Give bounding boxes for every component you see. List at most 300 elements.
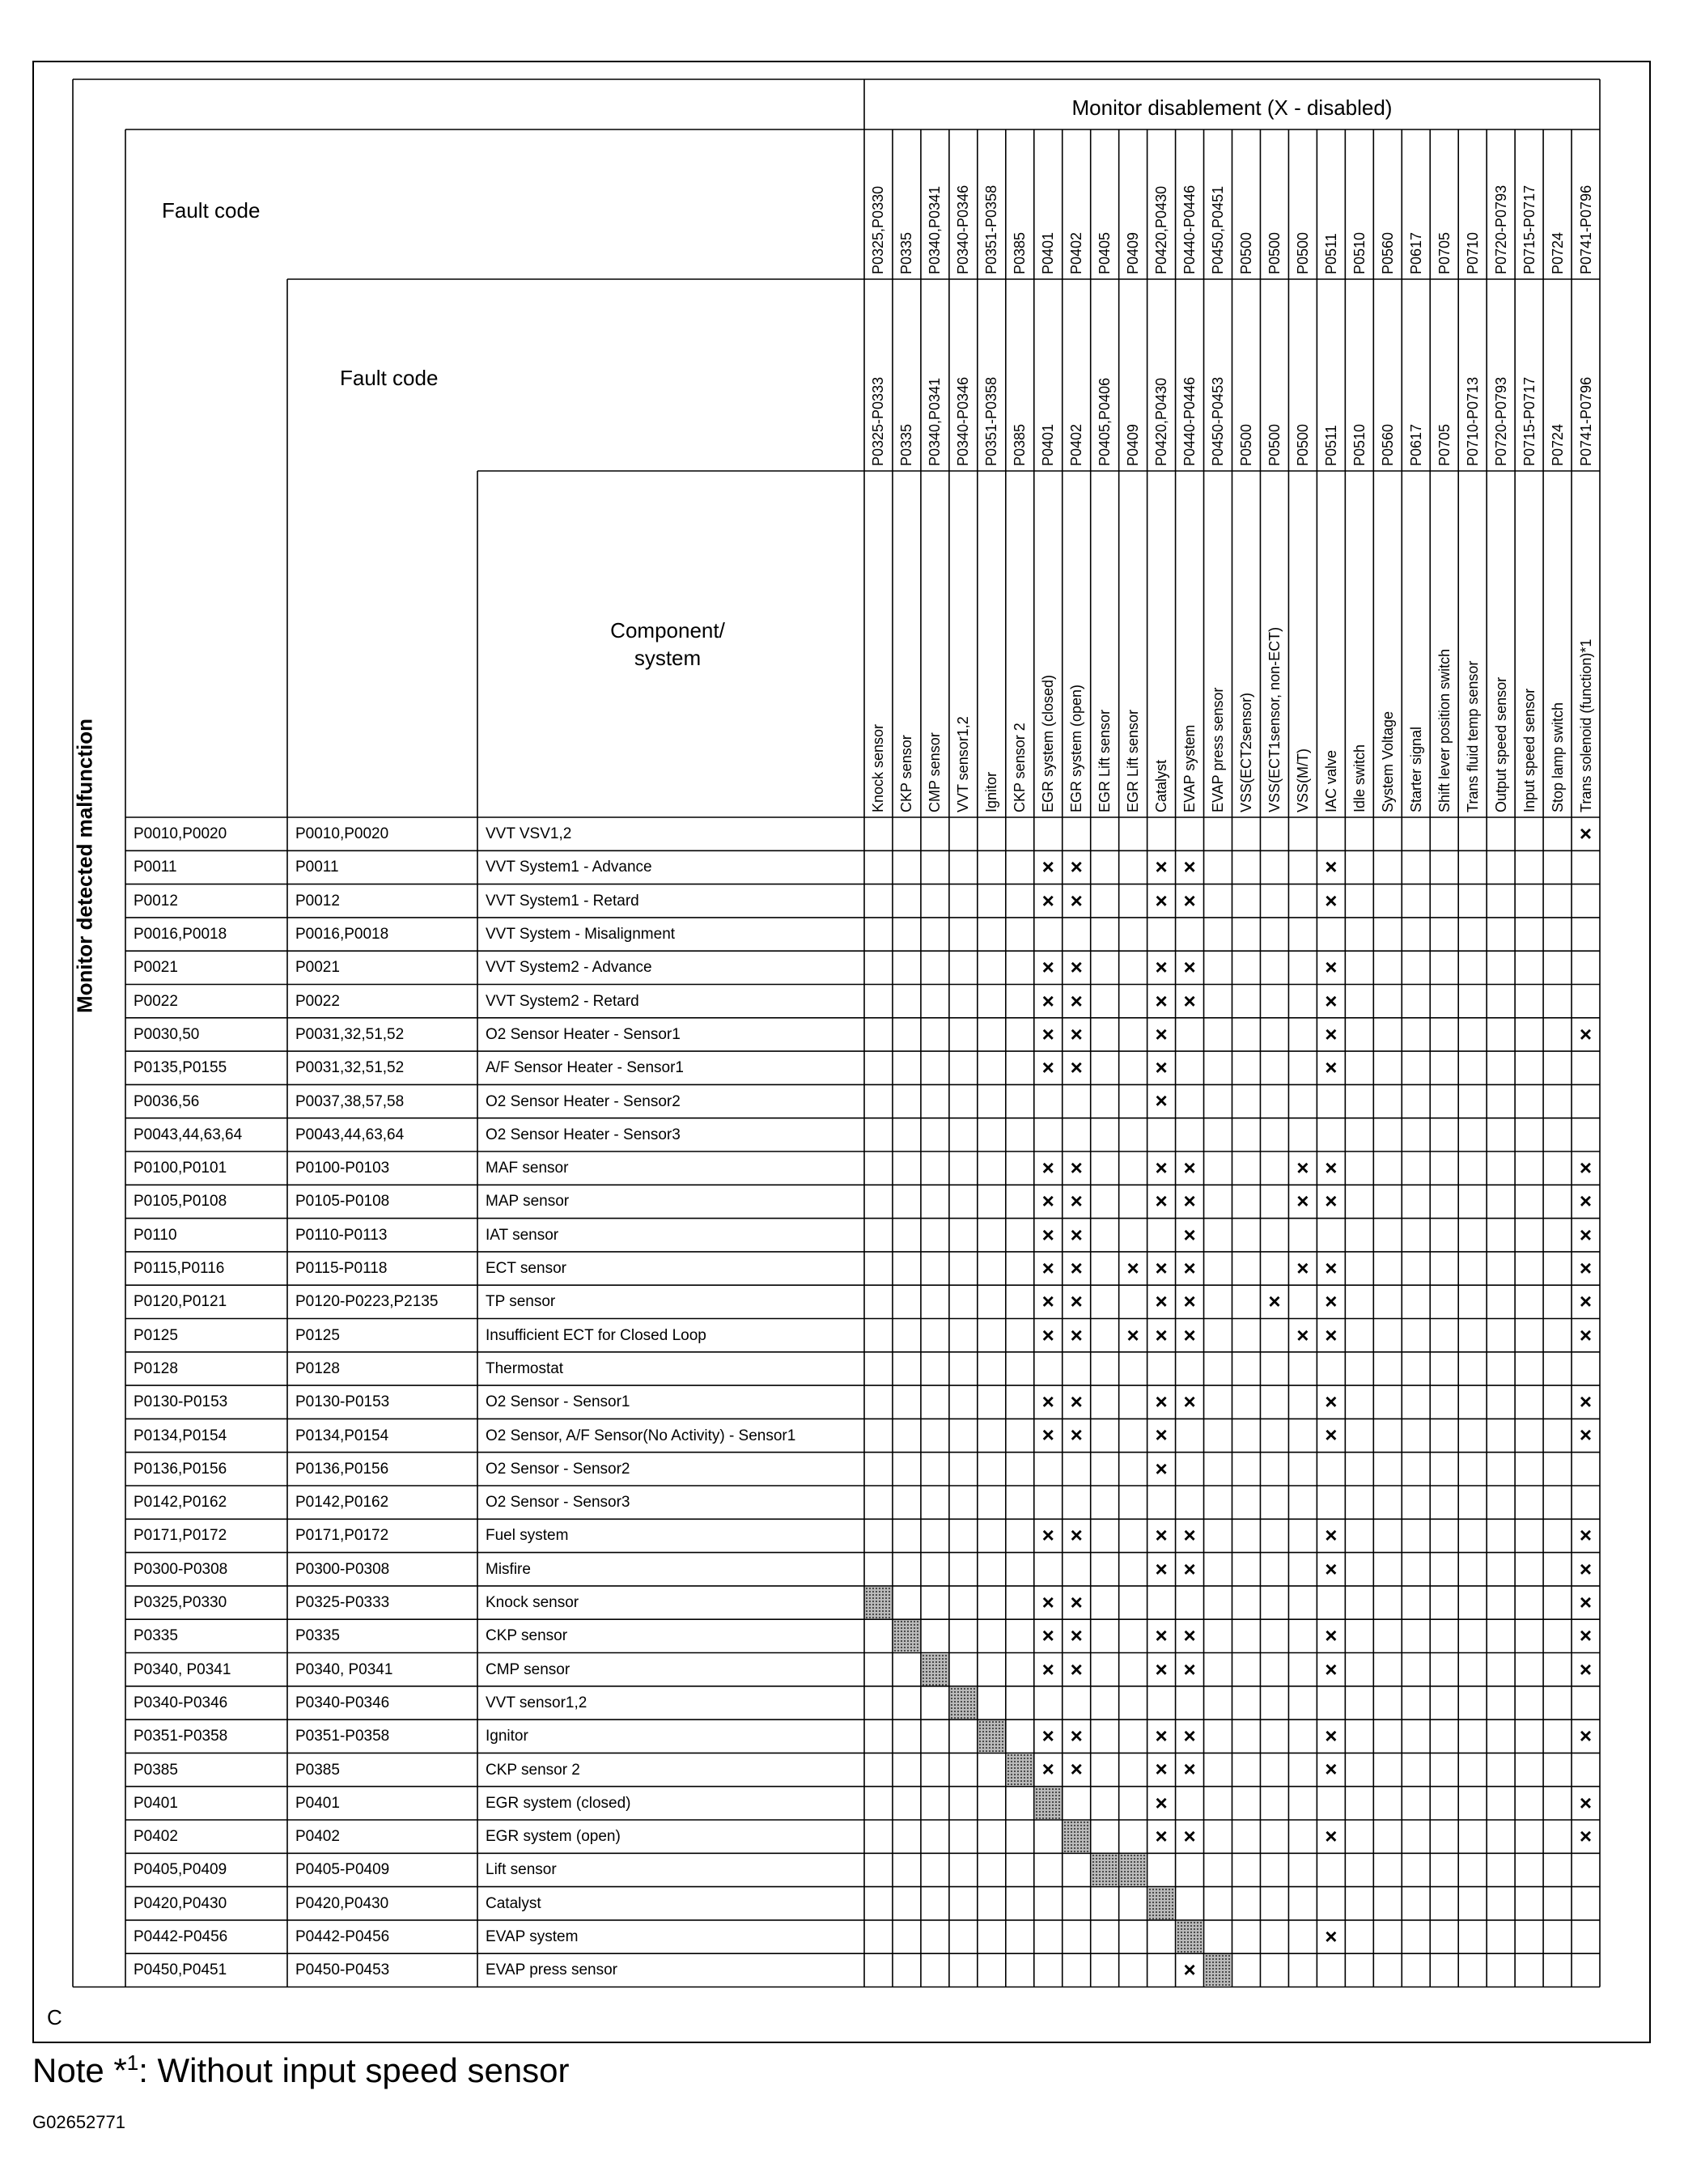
disabled-mark: × xyxy=(1183,1189,1196,1214)
row-fault-code-2: P0450-P0453 xyxy=(295,1961,390,1979)
disabled-mark: × xyxy=(1579,1289,1593,1314)
disabled-mark: × xyxy=(1070,855,1083,880)
disabled-mark: × xyxy=(1070,888,1083,913)
disabled-mark: × xyxy=(1183,1757,1196,1782)
disabled-mark: × xyxy=(1183,1255,1196,1280)
disabled-mark: × xyxy=(1041,1255,1054,1280)
disabled-mark: × xyxy=(1325,1021,1338,1046)
column-component: VVT sensor1,2 xyxy=(955,716,972,812)
disabled-mark: × xyxy=(1325,1757,1338,1782)
row-component: CKP sensor 2 xyxy=(486,1761,580,1779)
disabled-mark: × xyxy=(1296,1255,1309,1280)
column-code1: P0351-P0358 xyxy=(983,184,1000,274)
footnote xyxy=(32,2050,570,2090)
row-fault-code: P0405,P0409 xyxy=(134,1861,227,1879)
column-component: VSS(ECT2sensor) xyxy=(1237,692,1254,812)
disabled-mark: × xyxy=(1155,1523,1168,1548)
row-fault-code-2: P0120-P0223,P2135 xyxy=(295,1293,439,1311)
row-fault-code: P0010,P0020 xyxy=(134,825,227,843)
row-fault-code-2: P0335 xyxy=(295,1627,340,1645)
row-fault-code: P0011 xyxy=(134,859,177,876)
column-code2: P0340-P0346 xyxy=(955,376,972,466)
column-code2: P0335 xyxy=(898,423,915,466)
disabled-mark: × xyxy=(1579,1423,1593,1448)
row-fault-code: P0128 xyxy=(134,1359,178,1377)
disabled-mark: × xyxy=(1579,1523,1593,1548)
column-component: Input speed sensor xyxy=(1521,688,1538,812)
row-component: VVT System - Misalignment xyxy=(486,926,676,944)
disabled-mark: × xyxy=(1183,888,1196,913)
column-component: VSS(ECT1sensor, non-ECT) xyxy=(1266,626,1283,812)
monitor-disablement-title: Monitor disablement (X - disabled) xyxy=(1071,95,1393,120)
column-component: Idle switch xyxy=(1351,744,1368,812)
disabled-mark: × xyxy=(1325,988,1338,1013)
disabled-mark: × xyxy=(1325,1423,1338,1448)
disabled-mark: × xyxy=(1070,1021,1083,1046)
disabled-mark: × xyxy=(1155,1456,1168,1481)
column-code1: P0325,P0330 xyxy=(870,185,887,274)
disabled-mark: × xyxy=(1155,1156,1168,1180)
disabled-mark: × xyxy=(1070,1255,1083,1280)
figure-id: G02652771 xyxy=(32,2112,125,2132)
disabled-mark: × xyxy=(1325,1656,1338,1681)
column-component: EGR Lift sensor xyxy=(1125,709,1142,812)
row-fault-code-2: P0031,32,51,52 xyxy=(295,1025,405,1043)
column-component: Trans solenoid (function)*1 xyxy=(1577,638,1594,812)
disabled-mark: × xyxy=(1155,955,1168,980)
disabled-mark: × xyxy=(1183,1623,1196,1648)
disabled-mark: × xyxy=(1579,1589,1593,1614)
column-code1: P0720-P0793 xyxy=(1492,184,1509,274)
column-code2: P0560 xyxy=(1379,423,1396,466)
row-component: O2 Sensor - Sensor2 xyxy=(486,1460,630,1478)
footnote-text: : Without input speed sensor xyxy=(138,2051,570,2089)
disabled-mark: × xyxy=(1155,1757,1168,1782)
disabled-mark: × xyxy=(1041,1156,1054,1180)
column-code2: P0741-P0796 xyxy=(1577,376,1594,466)
self-monitor-cell xyxy=(1205,1954,1232,1986)
disabled-mark: × xyxy=(1579,1255,1593,1280)
disabled-mark: × xyxy=(1183,1724,1196,1749)
row-fault-code: P0021 xyxy=(134,959,178,977)
disabled-mark: × xyxy=(1070,1623,1083,1648)
disabled-mark: × xyxy=(1126,1255,1139,1280)
row-fault-code: P0420,P0430 xyxy=(134,1894,227,1912)
column-code1: P0741-P0796 xyxy=(1577,184,1594,274)
column-code2: P0401 xyxy=(1040,423,1057,466)
row-fault-code-2: P0022 xyxy=(295,992,340,1010)
row-fault-code-2: P0100-P0103 xyxy=(295,1160,390,1177)
corner-letter: C xyxy=(47,2005,62,2029)
disabled-mark: × xyxy=(1155,1088,1168,1113)
disabled-mark: × xyxy=(1041,1222,1054,1247)
disabled-mark: × xyxy=(1041,1724,1054,1749)
fault-code-header-2: Fault code xyxy=(340,366,439,390)
row-component: VVT sensor1,2 xyxy=(486,1694,587,1711)
column-component: IAC valve xyxy=(1322,749,1339,812)
column-code1: P0710 xyxy=(1464,231,1481,274)
column-code1: P0500 xyxy=(1294,231,1311,274)
row-component: Ignitor xyxy=(486,1728,528,1745)
disabled-mark: × xyxy=(1041,855,1054,880)
row-component: Lift sensor xyxy=(486,1861,557,1879)
row-component: CKP sensor xyxy=(486,1627,568,1645)
disabled-mark: × xyxy=(1070,1189,1083,1214)
disabled-mark: × xyxy=(1579,1389,1593,1414)
row-component: EGR system (closed) xyxy=(486,1794,631,1812)
disabled-mark: × xyxy=(1041,1055,1054,1080)
disabled-mark: × xyxy=(1268,1289,1281,1314)
column-code2: P0420,P0430 xyxy=(1153,377,1170,466)
row-fault-code-2: P0442-P0456 xyxy=(295,1928,390,1946)
disabled-mark: × xyxy=(1325,1724,1338,1749)
row-component: MAP sensor xyxy=(486,1193,570,1211)
row-component: EGR system (open) xyxy=(486,1828,621,1846)
row-fault-code: P0351-P0358 xyxy=(134,1728,228,1745)
self-monitor-cell xyxy=(1035,1787,1062,1819)
row-component: O2 Sensor Heater - Sensor2 xyxy=(486,1092,681,1110)
row-fault-code: P0325,P0330 xyxy=(134,1594,227,1612)
disabled-mark: × xyxy=(1325,1322,1338,1347)
column-component: VSS(M/T) xyxy=(1294,748,1311,812)
row-fault-code: P0125 xyxy=(134,1326,178,1344)
row-component: Thermostat xyxy=(486,1359,564,1377)
column-code2: P0402 xyxy=(1068,423,1085,466)
column-code2: P0500 xyxy=(1294,423,1311,466)
column-code2: P0720-P0793 xyxy=(1492,376,1509,466)
disabled-mark: × xyxy=(1183,1556,1196,1581)
column-component: EGR system (open) xyxy=(1068,684,1085,812)
column-code1: P0511 xyxy=(1322,233,1339,274)
disabled-mark: × xyxy=(1183,1156,1196,1180)
row-component: VVT System1 - Retard xyxy=(486,892,639,910)
row-fault-code-2: P0340, P0341 xyxy=(295,1660,393,1678)
column-component: EGR system (closed) xyxy=(1040,674,1057,812)
row-component: EVAP press sensor xyxy=(486,1961,617,1979)
column-component: Starter signal xyxy=(1407,726,1424,812)
row-component: O2 Sensor Heater - Sensor1 xyxy=(486,1025,681,1043)
column-code1: P0450,P0451 xyxy=(1210,185,1227,274)
self-monitor-cell xyxy=(1007,1754,1033,1785)
disabled-mark: × xyxy=(1579,1189,1593,1214)
row-component: Catalyst xyxy=(486,1894,541,1912)
disabled-mark: × xyxy=(1155,1021,1168,1046)
row-fault-code: P0016,P0018 xyxy=(134,926,227,944)
self-monitor-cell xyxy=(922,1654,948,1686)
disabled-mark: × xyxy=(1155,1289,1168,1314)
column-code2: P0710-P0713 xyxy=(1464,376,1481,466)
column-component: Ignitor xyxy=(983,771,1000,812)
disabled-mark: × xyxy=(1041,1322,1054,1347)
row-fault-code: P0136,P0156 xyxy=(134,1460,227,1478)
row-component: Knock sensor xyxy=(486,1594,579,1612)
row-fault-code: P0385 xyxy=(134,1761,178,1779)
row-fault-code: P0401 xyxy=(134,1794,178,1812)
row-fault-code-2: P0043,44,63,64 xyxy=(295,1126,405,1143)
disabled-mark: × xyxy=(1325,1556,1338,1581)
disabled-mark: × xyxy=(1579,1021,1593,1046)
disabled-mark: × xyxy=(1070,1423,1083,1448)
disabled-mark: × xyxy=(1296,1156,1309,1180)
disabled-mark: × xyxy=(1041,1389,1054,1414)
disabled-mark: × xyxy=(1041,1021,1054,1046)
disabled-mark: × xyxy=(1070,1656,1083,1681)
row-fault-code-2: P0105-P0108 xyxy=(295,1193,390,1211)
row-component: MAF sensor xyxy=(486,1160,569,1177)
disabled-mark: × xyxy=(1579,1322,1593,1347)
row-fault-code: P0442-P0456 xyxy=(134,1928,228,1946)
disabled-mark: × xyxy=(1070,988,1083,1013)
self-monitor-cell xyxy=(1063,1821,1090,1852)
row-fault-code-2: P0125 xyxy=(295,1326,340,1344)
row-fault-code-2: P0012 xyxy=(295,892,340,910)
row-fault-code: P0110 xyxy=(134,1226,177,1244)
disabled-mark: × xyxy=(1325,1389,1338,1414)
disabled-mark: × xyxy=(1155,1824,1168,1848)
disabled-mark: × xyxy=(1325,1824,1338,1848)
disabled-mark: × xyxy=(1126,1322,1139,1347)
disabled-mark: × xyxy=(1070,1322,1083,1347)
disabled-mark: × xyxy=(1183,1824,1196,1848)
footnote-prefix: Note * xyxy=(32,2051,127,2089)
column-code1: P0510 xyxy=(1351,231,1368,274)
disabled-mark: × xyxy=(1155,855,1168,880)
disabled-mark: × xyxy=(1325,1189,1338,1214)
disabled-mark: × xyxy=(1155,1556,1168,1581)
disabled-mark: × xyxy=(1041,1656,1054,1681)
row-fault-code: P0335 xyxy=(134,1627,178,1645)
row-fault-code-2: P0300-P0308 xyxy=(295,1560,390,1578)
disabled-mark: × xyxy=(1183,988,1196,1013)
disabled-mark: × xyxy=(1183,1957,1196,1983)
footnote-sup: 1 xyxy=(126,2050,139,2075)
column-code2: P0510 xyxy=(1351,423,1368,466)
disabled-mark: × xyxy=(1183,1289,1196,1314)
disabled-mark: × xyxy=(1041,1623,1054,1648)
disabled-mark: × xyxy=(1041,1423,1054,1448)
column-component: Trans fluid temp sensor xyxy=(1464,660,1481,812)
row-fault-code-2: P0128 xyxy=(295,1359,340,1377)
column-code1: P0715-P0717 xyxy=(1521,184,1538,274)
row-fault-code-2: P0031,32,51,52 xyxy=(295,1059,405,1077)
column-code2: P0325-P0333 xyxy=(870,376,887,466)
disabled-mark: × xyxy=(1296,1322,1309,1347)
column-code1: P0402 xyxy=(1068,231,1085,274)
column-code2: P0500 xyxy=(1266,423,1283,466)
disabled-mark: × xyxy=(1070,1757,1083,1782)
disabled-mark: × xyxy=(1579,1623,1593,1648)
column-code2: P0405,P0406 xyxy=(1097,377,1113,466)
row-component: VVT System2 - Retard xyxy=(486,992,639,1010)
disabled-mark: × xyxy=(1041,1757,1054,1782)
fault-code-header-1: Fault code xyxy=(162,198,261,223)
component-header-line2: system xyxy=(634,646,702,670)
disabled-mark: × xyxy=(1070,1589,1083,1614)
row-fault-code: P0130-P0153 xyxy=(134,1393,228,1411)
self-monitor-cell xyxy=(1092,1854,1118,1885)
column-code2: P0715-P0717 xyxy=(1521,376,1538,466)
column-component: CMP sensor xyxy=(927,732,944,812)
self-monitor-cell xyxy=(865,1587,892,1618)
disabled-mark: × xyxy=(1183,1523,1196,1548)
disabled-mark: × xyxy=(1155,1055,1168,1080)
column-code2: P0440-P0446 xyxy=(1181,376,1198,466)
row-fault-code-2: P0130-P0153 xyxy=(295,1393,390,1411)
disabled-mark: × xyxy=(1041,1289,1054,1314)
column-component: EGR Lift sensor xyxy=(1097,709,1113,812)
disabled-mark: × xyxy=(1325,888,1338,913)
column-code2: P0705 xyxy=(1436,423,1453,466)
row-fault-code-2: P0171,P0172 xyxy=(295,1527,389,1545)
disabled-mark: × xyxy=(1325,1255,1338,1280)
disabled-mark: × xyxy=(1325,1055,1338,1080)
disabled-mark: × xyxy=(1041,1523,1054,1548)
disabled-mark: × xyxy=(1579,1656,1593,1681)
disabled-mark: × xyxy=(1041,888,1054,913)
disabled-mark: × xyxy=(1183,1222,1196,1247)
disabled-mark: × xyxy=(1579,1556,1593,1581)
disabled-mark: × xyxy=(1041,988,1054,1013)
disabled-mark: × xyxy=(1155,888,1168,913)
disabled-mark: × xyxy=(1325,1156,1338,1180)
column-code2: P0409 xyxy=(1125,423,1142,466)
column-code1: P0340,P0341 xyxy=(927,185,944,274)
row-component: CMP sensor xyxy=(486,1660,571,1678)
row-component: O2 Sensor, A/F Sensor(No Activity) - Sensor1 xyxy=(486,1427,796,1444)
row-fault-code-2: P0340-P0346 xyxy=(295,1694,390,1711)
row-fault-code: P0402 xyxy=(134,1828,178,1846)
disabled-mark: × xyxy=(1325,1289,1338,1314)
row-fault-code: P0450,P0451 xyxy=(134,1961,227,1979)
disabled-mark: × xyxy=(1070,1724,1083,1749)
row-fault-code: P0120,P0121 xyxy=(134,1293,227,1311)
disabled-mark: × xyxy=(1155,1623,1168,1648)
row-fault-code: P0012 xyxy=(134,892,178,910)
column-code1: P0440-P0446 xyxy=(1181,184,1198,274)
row-fault-code-2: P0325-P0333 xyxy=(295,1594,390,1612)
row-fault-code-2: P0402 xyxy=(295,1828,340,1846)
column-code1: P0401 xyxy=(1040,231,1057,274)
disabled-mark: × xyxy=(1183,955,1196,980)
column-code1: P0405 xyxy=(1097,231,1113,274)
row-fault-code-2: P0134,P0154 xyxy=(295,1427,389,1444)
row-fault-code-2: P0401 xyxy=(295,1794,340,1812)
row-fault-code-2: P0021 xyxy=(295,959,340,977)
row-fault-code: P0135,P0155 xyxy=(134,1059,227,1077)
column-code1: P0335 xyxy=(898,231,915,274)
disabled-mark: × xyxy=(1155,1322,1168,1347)
row-fault-code-2: P0016,P0018 xyxy=(295,926,389,944)
row-component: A/F Sensor Heater - Sensor1 xyxy=(486,1059,684,1077)
row-fault-code: P0300-P0308 xyxy=(134,1560,228,1578)
row-component: TP sensor xyxy=(486,1293,556,1311)
row-component: Insufficient ECT for Closed Loop xyxy=(486,1326,706,1344)
row-component: O2 Sensor - Sensor1 xyxy=(486,1393,630,1411)
row-fault-code-2: P0405-P0409 xyxy=(295,1861,390,1879)
row-fault-code: P0134,P0154 xyxy=(134,1427,227,1444)
column-code1: P0560 xyxy=(1379,231,1396,274)
column-code1: P0409 xyxy=(1125,231,1142,274)
disabled-mark: × xyxy=(1325,1523,1338,1548)
column-component: CKP sensor 2 xyxy=(1012,723,1029,812)
row-fault-code: P0171,P0172 xyxy=(134,1527,227,1545)
column-code1: P0724 xyxy=(1549,231,1566,274)
disabled-mark: × xyxy=(1183,1322,1196,1347)
disabled-mark: × xyxy=(1070,955,1083,980)
row-fault-code-2: P0385 xyxy=(295,1761,340,1779)
column-code2: P0500 xyxy=(1237,423,1254,466)
disabled-mark: × xyxy=(1325,855,1338,880)
disabled-mark: × xyxy=(1183,1656,1196,1681)
monitor-detected-malfunction-label: Monitor detected malfunction xyxy=(72,719,97,1013)
row-component: VVT System2 - Advance xyxy=(486,959,652,977)
column-code2: P0385 xyxy=(1012,423,1029,466)
disabled-mark: × xyxy=(1070,1156,1083,1180)
component-header-line1: Component/ xyxy=(610,618,725,642)
row-fault-code-2: P0420,P0430 xyxy=(295,1894,389,1912)
column-component: EVAP press sensor xyxy=(1210,687,1227,812)
disabled-mark: × xyxy=(1155,1389,1168,1414)
disabled-mark: × xyxy=(1041,955,1054,980)
column-code2: P0450-P0453 xyxy=(1210,376,1227,466)
column-code2: P0511 xyxy=(1322,425,1339,466)
disabled-mark: × xyxy=(1579,1222,1593,1247)
disabled-mark: × xyxy=(1579,821,1593,846)
row-component: O2 Sensor - Sensor3 xyxy=(486,1494,630,1512)
row-fault-code-2: P0037,38,57,58 xyxy=(295,1092,405,1110)
row-fault-code-2: P0110-P0113 xyxy=(295,1226,388,1244)
disabled-mark: × xyxy=(1070,1222,1083,1247)
row-fault-code-2: P0115-P0118 xyxy=(295,1260,388,1278)
column-code1: P0500 xyxy=(1266,231,1283,274)
disabled-mark: × xyxy=(1579,1724,1593,1749)
column-code2: P0724 xyxy=(1549,423,1566,466)
row-fault-code-2: P0351-P0358 xyxy=(295,1728,390,1745)
disabled-mark: × xyxy=(1579,1824,1593,1848)
column-component: EVAP system xyxy=(1181,724,1198,812)
column-component: Stop lamp switch xyxy=(1549,702,1566,812)
disabled-mark: × xyxy=(1183,1389,1196,1414)
disabled-mark: × xyxy=(1041,1589,1054,1614)
column-code1: P0500 xyxy=(1237,231,1254,274)
column-code1: P0420,P0430 xyxy=(1153,185,1170,274)
column-code2: P0340,P0341 xyxy=(927,377,944,466)
self-monitor-cell xyxy=(893,1620,920,1652)
disabled-mark: × xyxy=(1041,1189,1054,1214)
row-fault-code: P0340, P0341 xyxy=(134,1660,231,1678)
self-monitor-cell xyxy=(1148,1888,1175,1919)
disabled-mark: × xyxy=(1070,1289,1083,1314)
row-fault-code: P0043,44,63,64 xyxy=(134,1126,243,1143)
disabled-mark: × xyxy=(1155,1724,1168,1749)
disabled-mark: × xyxy=(1325,955,1338,980)
column-code1: P0705 xyxy=(1436,231,1453,274)
row-fault-code: P0340-P0346 xyxy=(134,1694,228,1711)
row-fault-code-2: P0010,P0020 xyxy=(295,825,389,843)
column-component: CKP sensor xyxy=(898,735,915,812)
disabled-mark: × xyxy=(1155,988,1168,1013)
row-fault-code: P0100,P0101 xyxy=(134,1160,227,1177)
disabled-mark: × xyxy=(1325,1623,1338,1648)
row-fault-code: P0022 xyxy=(134,992,178,1010)
disabled-mark: × xyxy=(1155,1423,1168,1448)
disabled-mark: × xyxy=(1579,1790,1593,1815)
row-component: VVT System1 - Advance xyxy=(486,859,652,876)
column-component: Output speed sensor xyxy=(1492,676,1509,812)
disabled-mark: × xyxy=(1579,1156,1593,1180)
column-code1: P0385 xyxy=(1012,231,1029,274)
disabled-mark: × xyxy=(1070,1055,1083,1080)
